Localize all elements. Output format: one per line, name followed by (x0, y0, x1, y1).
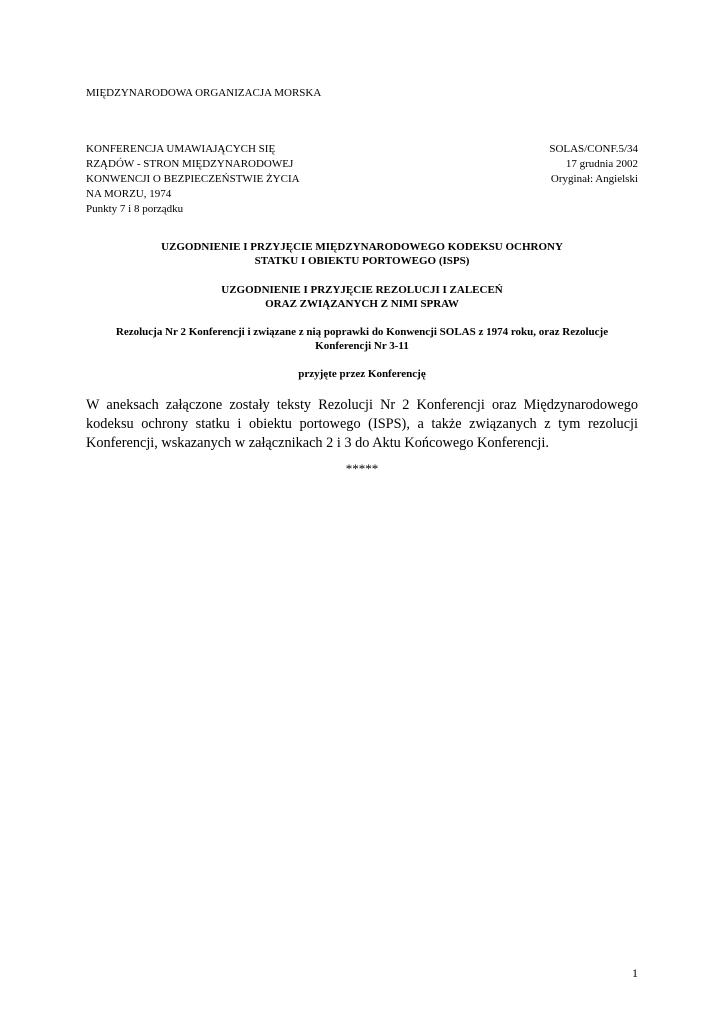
body-paragraph: W aneksach załączone zostały teksty Rezolucji Nr 2 Konferencji oraz Międzynarodowego kodeksu ochrony statku i obiektu portowego (ISPS), a także związanych z tym rezolucji Konferencji, wskazanych w załącznikach 2 i 3 do Aktu Końcowego Konferencji. (86, 397, 638, 451)
resolution-heading-line: Rezolucja Nr 2 Konferencji i związane z nią poprawki do Konwencji SOLAS z 1974 roku, oraz Rezolucje (115, 326, 609, 338)
sub-heading-line: ORAZ ZWIĄZANYCH Z NIMI SPRAW (265, 298, 459, 310)
main-heading-line: UZGODNIENIE I PRZYJĘCIE MIĘDZYNARODOWEGO KODEKSU OCHRONY (161, 241, 563, 253)
resolution-heading-line: Konferencji Nr 3-11 (315, 340, 409, 352)
conference-title-line: KONWENCJI O BEZPIECZEŃSTWIE ŻYCIA (86, 173, 300, 185)
conference-title-line: RZĄDÓW - STRON MIĘDZYNARODOWEJ (86, 158, 294, 170)
conference-title-line: NA MORZU, 1974 (86, 188, 172, 200)
main-heading (86, 240, 638, 268)
conference-title-line: KONFERENCJA UMAWIAJĄCYCH SIĘ (86, 143, 276, 155)
document-symbol: SOLAS/CONF.5/34 (549, 143, 638, 155)
organization-name: MIĘDZYNARODOWA ORGANIZACJA MORSKA (86, 87, 322, 99)
agenda-items: Punkty 7 i 8 porządku (86, 203, 184, 215)
resolution-heading (86, 325, 638, 353)
document-meta-block (549, 142, 638, 187)
adopted-by-heading: przyjęte przez Konferencję (298, 368, 426, 380)
separator-stars: ***** (345, 461, 379, 476)
page-number: 1 (632, 966, 638, 980)
original-language: Oryginał: Angielski (550, 173, 638, 185)
sub-heading-line: UZGODNIENIE I PRZYJĘCIE REZOLUCJI I ZALECEŃ (221, 284, 503, 296)
main-heading-line: STATKU I OBIEKTU PORTOWEGO (ISPS) (254, 255, 470, 267)
document-date: 17 grudnia 2002 (565, 158, 638, 170)
sub-heading (86, 283, 638, 311)
conference-title-block (86, 142, 300, 217)
